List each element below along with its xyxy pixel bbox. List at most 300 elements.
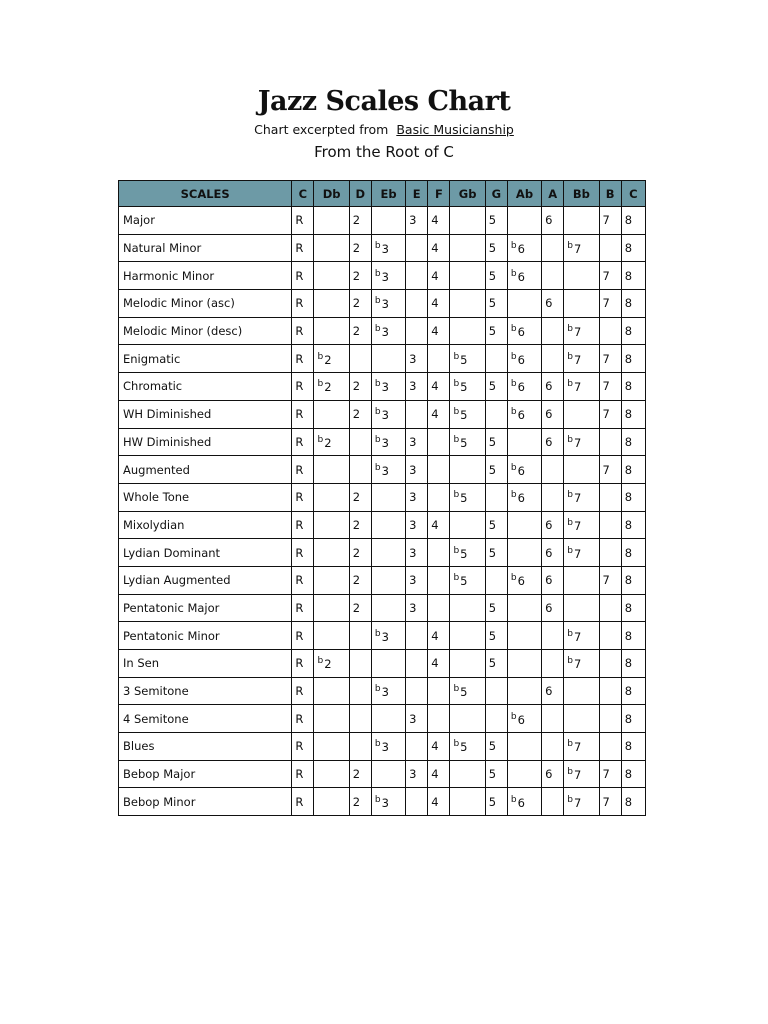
degree-cell	[564, 483, 599, 511]
degree-number: 5	[460, 574, 468, 589]
scale-name: Whole Tone	[119, 483, 292, 511]
table-row	[119, 290, 646, 318]
degree-cell	[314, 317, 349, 345]
degree-cell: 7	[599, 345, 621, 373]
flat-sign: b	[453, 573, 460, 584]
flat-sign: b	[510, 407, 517, 418]
degree-cell	[564, 566, 599, 594]
degree-number: 3	[381, 795, 389, 810]
table-row	[119, 456, 646, 484]
flat-sign: b	[374, 379, 381, 390]
degree-number: 5	[460, 435, 468, 450]
degree-cell	[507, 317, 541, 345]
flat-sign: b	[510, 351, 517, 362]
degree-number: 7	[574, 380, 582, 395]
degree-cell: 3	[406, 760, 428, 788]
degree-cell	[507, 428, 541, 456]
degree-number: 7	[574, 768, 582, 783]
degree-cell: 4	[428, 733, 450, 761]
degree-cell	[542, 234, 564, 262]
flat-sign: b	[567, 324, 573, 335]
degree-cell: 8	[621, 400, 645, 428]
degree-number: 6	[517, 242, 525, 257]
degree-cell	[564, 428, 599, 456]
degree-cell: 6	[542, 290, 564, 318]
degree-cell	[450, 677, 485, 705]
flat-sign: b	[453, 407, 460, 418]
degree-cell	[564, 400, 599, 428]
degree-number: 7	[574, 518, 582, 533]
degree-cell	[450, 705, 485, 733]
degree-cell: 2	[349, 373, 371, 401]
degree-number: 7	[574, 352, 582, 367]
degree-cell	[450, 317, 485, 345]
degree-cell: 7	[599, 400, 621, 428]
degree-number: 3	[381, 685, 389, 700]
degree-cell: R	[292, 650, 314, 678]
degree-cell	[428, 705, 450, 733]
degree-cell	[349, 456, 371, 484]
degree-cell	[406, 622, 428, 650]
degree-cell: R	[292, 262, 314, 290]
degree-cell	[428, 483, 450, 511]
degree-cell: 2	[349, 317, 371, 345]
degree-cell: 4	[428, 788, 450, 816]
degree-cell	[542, 733, 564, 761]
degree-cell	[349, 677, 371, 705]
degree-cell	[599, 511, 621, 539]
flat-sign: b	[510, 490, 517, 501]
degree-cell	[564, 760, 599, 788]
degree-cell	[507, 733, 541, 761]
degree-cell	[599, 594, 621, 622]
degree-cell	[371, 760, 405, 788]
degree-cell: 7	[599, 373, 621, 401]
degree-cell: 5	[485, 539, 507, 567]
degree-cell	[599, 317, 621, 345]
degree-cell	[371, 622, 405, 650]
degree-number: 2	[324, 435, 332, 450]
degree-cell: 3	[406, 539, 428, 567]
degree-number: 6	[517, 352, 525, 367]
degree-cell	[349, 345, 371, 373]
degree-cell: 2	[349, 760, 371, 788]
degree-cell: R	[292, 705, 314, 733]
flat-sign: b	[317, 434, 324, 445]
flat-sign: b	[374, 628, 381, 639]
degree-cell: 2	[349, 594, 371, 622]
degree-cell	[371, 483, 405, 511]
column-header: E	[406, 181, 428, 207]
flat-sign: b	[510, 379, 517, 390]
degree-cell	[406, 650, 428, 678]
degree-cell: 5	[485, 650, 507, 678]
degree-cell	[371, 594, 405, 622]
column-header: F	[428, 181, 450, 207]
degree-cell: 5	[485, 373, 507, 401]
table-row	[119, 594, 646, 622]
degree-cell: 8	[621, 539, 645, 567]
degree-cell	[507, 234, 541, 262]
degree-cell: 7	[599, 262, 621, 290]
table-row	[119, 483, 646, 511]
degree-cell	[564, 317, 599, 345]
column-header: Ab	[507, 181, 541, 207]
degree-cell	[599, 705, 621, 733]
degree-cell	[349, 733, 371, 761]
table-row	[119, 760, 646, 788]
degree-cell: 7	[599, 456, 621, 484]
degree-cell	[371, 400, 405, 428]
degree-cell	[406, 733, 428, 761]
flat-sign: b	[567, 379, 573, 390]
flat-sign: b	[374, 268, 381, 279]
degree-cell	[599, 539, 621, 567]
degree-cell: 2	[349, 234, 371, 262]
degree-cell: 2	[349, 483, 371, 511]
degree-cell	[564, 456, 599, 484]
degree-cell: 6	[542, 428, 564, 456]
degree-number: 3	[381, 463, 389, 478]
degree-cell	[428, 566, 450, 594]
degree-cell: R	[292, 566, 314, 594]
degree-cell	[507, 622, 541, 650]
degree-cell: 6	[542, 677, 564, 705]
flat-sign: b	[453, 490, 460, 501]
degree-number: 5	[460, 546, 468, 561]
scale-name: Enigmatic	[119, 345, 292, 373]
degree-number: 7	[574, 657, 582, 672]
degree-cell: 3	[406, 594, 428, 622]
degree-cell	[428, 345, 450, 373]
degree-cell: 4	[428, 290, 450, 318]
degree-cell	[314, 234, 349, 262]
degree-cell: 3	[406, 566, 428, 594]
degree-cell	[314, 511, 349, 539]
degree-cell: 8	[621, 317, 645, 345]
degree-cell: 8	[621, 483, 645, 511]
table-row	[119, 788, 646, 816]
degree-cell: 3	[406, 456, 428, 484]
flat-sign: b	[510, 324, 517, 335]
degree-cell	[450, 760, 485, 788]
degree-cell: R	[292, 373, 314, 401]
degree-cell	[371, 705, 405, 733]
degree-cell: 4	[428, 317, 450, 345]
degree-cell	[371, 566, 405, 594]
degree-cell	[599, 234, 621, 262]
degree-cell: 4	[428, 207, 450, 235]
flat-sign: b	[453, 434, 460, 445]
degree-cell: 2	[349, 262, 371, 290]
column-header: C	[292, 181, 314, 207]
degree-number: 6	[517, 325, 525, 340]
degree-cell	[406, 788, 428, 816]
degree-cell	[542, 262, 564, 290]
flat-sign: b	[567, 517, 573, 528]
flat-sign: b	[317, 351, 324, 362]
degree-number: 5	[460, 491, 468, 506]
degree-cell: 8	[621, 566, 645, 594]
flat-sign: b	[374, 794, 381, 805]
table-row	[119, 566, 646, 594]
degree-number: 5	[460, 740, 468, 755]
degree-cell: 3	[406, 511, 428, 539]
degree-number: 3	[381, 242, 389, 257]
source-link[interactable]: Basic Musicianship	[396, 122, 514, 137]
degree-cell	[406, 317, 428, 345]
degree-cell: 7	[599, 290, 621, 318]
degree-cell: 3	[406, 428, 428, 456]
degree-number: 2	[324, 352, 332, 367]
degree-cell	[406, 400, 428, 428]
degree-cell	[485, 345, 507, 373]
flat-sign: b	[374, 739, 381, 750]
degree-cell	[450, 400, 485, 428]
flat-sign: b	[510, 462, 517, 473]
degree-cell	[542, 788, 564, 816]
degree-cell: R	[292, 594, 314, 622]
degree-cell	[450, 511, 485, 539]
flat-sign: b	[374, 296, 381, 307]
degree-cell	[564, 511, 599, 539]
table-row	[119, 539, 646, 567]
degree-cell	[564, 345, 599, 373]
degree-cell: 8	[621, 456, 645, 484]
scale-name: 3 Semitone	[119, 677, 292, 705]
degree-cell	[564, 788, 599, 816]
degree-cell: 5	[485, 788, 507, 816]
degree-number: 3	[381, 297, 389, 312]
scales-table	[118, 180, 646, 816]
degree-cell	[450, 566, 485, 594]
degree-cell	[371, 456, 405, 484]
degree-cell: 5	[485, 733, 507, 761]
degree-cell	[371, 428, 405, 456]
degree-cell	[371, 234, 405, 262]
degree-cell	[485, 677, 507, 705]
degree-cell: 5	[485, 456, 507, 484]
scale-name: Melodic Minor (asc)	[119, 290, 292, 318]
degree-cell	[314, 788, 349, 816]
degree-cell: 5	[485, 234, 507, 262]
scale-name: Augmented	[119, 456, 292, 484]
table-row	[119, 622, 646, 650]
degree-cell: 2	[349, 511, 371, 539]
degree-number: 5	[460, 685, 468, 700]
degree-cell	[450, 483, 485, 511]
degree-number: 6	[517, 795, 525, 810]
degree-cell	[314, 677, 349, 705]
degree-cell	[564, 650, 599, 678]
degree-cell: 8	[621, 650, 645, 678]
degree-cell	[450, 622, 485, 650]
root-label: From the Root of C	[314, 143, 454, 161]
degree-cell: R	[292, 207, 314, 235]
scale-name: WH Diminished	[119, 400, 292, 428]
degree-cell: 8	[621, 788, 645, 816]
degree-cell: 2	[349, 207, 371, 235]
degree-cell: 3	[406, 373, 428, 401]
table-row	[119, 345, 646, 373]
table-row	[119, 262, 646, 290]
flat-sign: b	[317, 656, 324, 667]
scale-name: Pentatonic Minor	[119, 622, 292, 650]
degree-cell: 2	[349, 290, 371, 318]
degree-cell: R	[292, 539, 314, 567]
degree-cell: R	[292, 345, 314, 373]
degree-cell	[507, 760, 541, 788]
degree-cell: 5	[485, 207, 507, 235]
table-row	[119, 234, 646, 262]
degree-cell: R	[292, 760, 314, 788]
degree-cell	[314, 428, 349, 456]
degree-cell: 2	[349, 539, 371, 567]
degree-number: 5	[460, 352, 468, 367]
degree-cell: 7	[599, 788, 621, 816]
degree-cell: 4	[428, 650, 450, 678]
degree-number: 7	[574, 325, 582, 340]
degree-cell	[507, 456, 541, 484]
degree-cell	[371, 290, 405, 318]
degree-cell	[599, 733, 621, 761]
degree-cell: 3	[406, 345, 428, 373]
degree-cell: 6	[542, 539, 564, 567]
degree-cell	[314, 566, 349, 594]
flat-sign: b	[567, 351, 573, 362]
degree-cell: 8	[621, 373, 645, 401]
degree-cell	[507, 207, 541, 235]
table-row	[119, 705, 646, 733]
flat-sign: b	[567, 767, 573, 778]
degree-cell	[564, 733, 599, 761]
flat-sign: b	[374, 241, 381, 252]
degree-number: 7	[574, 242, 582, 257]
degree-cell: R	[292, 400, 314, 428]
degree-cell: 6	[542, 400, 564, 428]
degree-cell	[450, 733, 485, 761]
degree-number: 6	[517, 463, 525, 478]
degree-cell	[371, 373, 405, 401]
flat-sign: b	[374, 324, 381, 335]
degree-cell: 5	[485, 290, 507, 318]
degree-cell	[564, 373, 599, 401]
degree-cell	[314, 733, 349, 761]
degree-cell	[564, 705, 599, 733]
degree-cell	[450, 262, 485, 290]
degree-cell: 4	[428, 373, 450, 401]
degree-cell	[450, 594, 485, 622]
degree-cell	[428, 428, 450, 456]
degree-cell: 6	[542, 566, 564, 594]
degree-number: 6	[517, 712, 525, 727]
column-header: Bb	[564, 181, 599, 207]
degree-number: 5	[460, 380, 468, 395]
degree-number: 3	[381, 740, 389, 755]
degree-cell	[564, 290, 599, 318]
degree-cell	[428, 677, 450, 705]
column-header: B	[599, 181, 621, 207]
degree-cell: 7	[599, 207, 621, 235]
degree-cell	[314, 594, 349, 622]
scale-name: Lydian Dominant	[119, 539, 292, 567]
degree-cell	[485, 705, 507, 733]
degree-cell	[507, 788, 541, 816]
degree-cell: 2	[349, 788, 371, 816]
scale-name: In Sen	[119, 650, 292, 678]
degree-number: 3	[381, 325, 389, 340]
degree-cell	[485, 483, 507, 511]
degree-number: 5	[460, 408, 468, 423]
degree-cell	[450, 207, 485, 235]
degree-cell	[599, 483, 621, 511]
degree-cell	[507, 262, 541, 290]
column-header: D	[349, 181, 371, 207]
degree-cell	[507, 483, 541, 511]
degree-cell	[371, 733, 405, 761]
flat-sign: b	[567, 628, 573, 639]
degree-cell	[314, 456, 349, 484]
degree-cell: 3	[406, 705, 428, 733]
degree-cell: 5	[485, 760, 507, 788]
degree-number: 7	[574, 491, 582, 506]
degree-cell	[542, 650, 564, 678]
degree-number: 7	[574, 546, 582, 561]
flat-sign: b	[510, 268, 517, 279]
degree-cell	[450, 539, 485, 567]
degree-cell	[314, 290, 349, 318]
degree-cell: 4	[428, 234, 450, 262]
flat-sign: b	[374, 462, 381, 473]
degree-cell	[406, 290, 428, 318]
degree-number: 7	[574, 740, 582, 755]
flat-sign: b	[453, 545, 460, 556]
degree-cell	[314, 650, 349, 678]
degree-cell	[371, 317, 405, 345]
table-row	[119, 317, 646, 345]
degree-cell: 3	[406, 207, 428, 235]
table-row	[119, 428, 646, 456]
degree-cell: 6	[542, 207, 564, 235]
degree-cell: 7	[599, 566, 621, 594]
flat-sign: b	[374, 684, 381, 695]
degree-cell: R	[292, 234, 314, 262]
degree-number: 7	[574, 435, 582, 450]
page-title: Jazz Scales Chart	[257, 86, 511, 117]
degree-cell	[314, 539, 349, 567]
scale-name: Bebop Minor	[119, 788, 292, 816]
degree-number: 6	[517, 380, 525, 395]
degree-cell	[599, 677, 621, 705]
flat-sign: b	[453, 379, 460, 390]
degree-cell: 8	[621, 511, 645, 539]
degree-cell: 5	[485, 262, 507, 290]
degree-cell	[406, 234, 428, 262]
degree-cell	[507, 539, 541, 567]
degree-cell: 8	[621, 594, 645, 622]
degree-cell	[371, 677, 405, 705]
flat-sign: b	[510, 711, 517, 722]
degree-cell: 5	[485, 317, 507, 345]
degree-cell	[507, 566, 541, 594]
degree-cell: R	[292, 317, 314, 345]
degree-cell: R	[292, 483, 314, 511]
degree-cell	[349, 428, 371, 456]
degree-cell	[371, 650, 405, 678]
degree-cell: 6	[542, 373, 564, 401]
scale-name: Mixolydian	[119, 511, 292, 539]
degree-cell	[450, 373, 485, 401]
